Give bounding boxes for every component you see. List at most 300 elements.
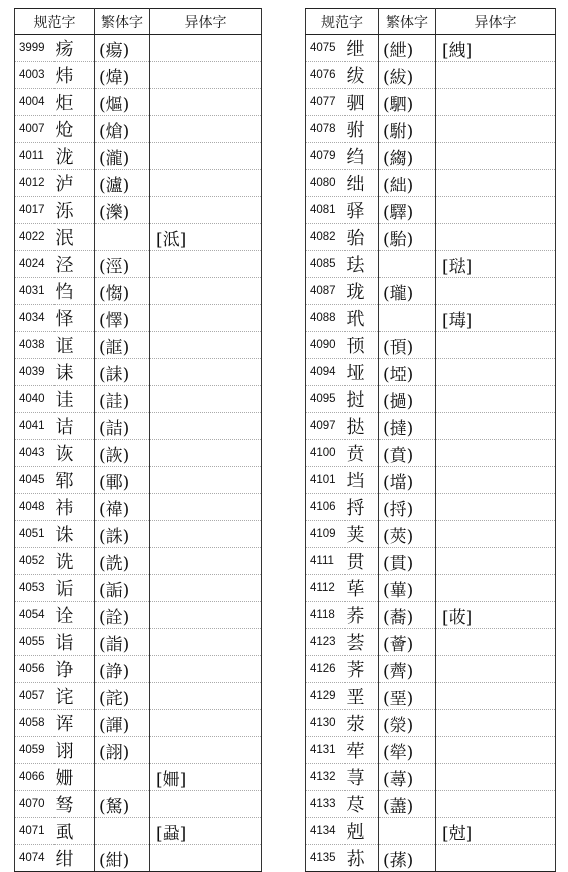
variant-char: [泜]	[150, 224, 262, 251]
variant-char	[436, 116, 556, 143]
variant-char: [姍]	[150, 764, 262, 791]
table-row	[15, 575, 262, 602]
char-number: 4080	[306, 170, 345, 197]
char-number: 4088	[306, 305, 345, 332]
variant-char	[436, 467, 556, 494]
standard-char: 垱	[345, 467, 379, 494]
table-row	[306, 332, 556, 359]
standard-char: 疡	[54, 35, 95, 62]
table-row	[306, 683, 556, 710]
variant-char	[436, 764, 556, 791]
standard-char: 捋	[345, 494, 379, 521]
traditional-char: (撾)	[379, 386, 436, 413]
traditional-char	[379, 251, 436, 278]
char-number: 4106	[306, 494, 345, 521]
table-row	[306, 305, 556, 332]
char-number: 4075	[306, 35, 345, 62]
table-row	[306, 440, 556, 467]
standard-char: 㤘	[54, 278, 95, 305]
char-number: 4079	[306, 143, 345, 170]
traditional-char: (懌)	[95, 305, 150, 332]
variant-char	[436, 413, 556, 440]
standard-char: 诖	[54, 386, 95, 413]
table-row	[15, 683, 262, 710]
standard-char: 诣	[54, 629, 95, 656]
variant-char	[436, 278, 556, 305]
traditional-char: (詡)	[95, 737, 150, 764]
standard-char: 诨	[54, 710, 95, 737]
standard-char: 炬	[54, 89, 95, 116]
standard-char: 诠	[54, 602, 95, 629]
standard-char: 挞	[345, 413, 379, 440]
variant-char	[436, 521, 556, 548]
traditional-char: (縐)	[379, 143, 436, 170]
char-number: 4131	[306, 737, 345, 764]
variant-char: [荍]	[436, 602, 556, 629]
traditional-char: (紺)	[95, 845, 150, 872]
variant-char	[150, 116, 262, 143]
table-row	[15, 521, 262, 548]
traditional-char: (誄)	[95, 359, 150, 386]
standard-char: 驿	[345, 197, 379, 224]
standard-char: 泷	[54, 143, 95, 170]
table-row	[15, 602, 262, 629]
standard-char: 诤	[54, 656, 95, 683]
traditional-char: (詣)	[95, 629, 150, 656]
char-number: 4052	[15, 548, 54, 575]
traditional-char: (誆)	[95, 332, 150, 359]
standard-char: 祎	[54, 494, 95, 521]
variant-char	[150, 845, 262, 872]
standard-char: 垭	[345, 359, 379, 386]
char-number: 4012	[15, 170, 54, 197]
standard-char: 荪	[345, 845, 379, 872]
traditional-char: (藎)	[379, 791, 436, 818]
variant-char	[150, 413, 262, 440]
table-row	[15, 116, 262, 143]
table-row	[15, 791, 262, 818]
char-number: 4031	[15, 278, 54, 305]
traditional-char: (瓏)	[379, 278, 436, 305]
variant-char	[150, 548, 262, 575]
standard-char: 荞	[345, 602, 379, 629]
table-row	[15, 197, 262, 224]
traditional-char: (瀘)	[95, 170, 150, 197]
table-row	[15, 764, 262, 791]
variant-char	[436, 683, 556, 710]
variant-char	[150, 170, 262, 197]
table-row	[15, 467, 262, 494]
char-number: 4133	[306, 791, 345, 818]
standard-char: 泾	[54, 251, 95, 278]
char-number: 4040	[15, 386, 54, 413]
traditional-char: (駙)	[379, 116, 436, 143]
variant-char	[436, 224, 556, 251]
traditional-char: (薈)	[379, 629, 436, 656]
traditional-char: (詿)	[95, 386, 150, 413]
variant-char: [琺]	[436, 251, 556, 278]
standard-char: 荦	[345, 737, 379, 764]
standard-char: 怿	[54, 305, 95, 332]
standard-char: 顸	[345, 332, 379, 359]
traditional-char: (諢)	[95, 710, 150, 737]
char-number: 4003	[15, 62, 54, 89]
traditional-char	[379, 305, 436, 332]
table-row	[306, 386, 556, 413]
traditional-char: (撻)	[379, 413, 436, 440]
traditional-char: (莢)	[379, 521, 436, 548]
traditional-char: (煒)	[95, 62, 150, 89]
table-row	[306, 791, 556, 818]
variant-char	[150, 737, 262, 764]
traditional-char: (蓽)	[379, 575, 436, 602]
char-number: 4097	[306, 413, 345, 440]
traditional-char: (詵)	[95, 548, 150, 575]
standard-char: 诧	[54, 683, 95, 710]
table-row	[306, 224, 556, 251]
table-row	[306, 143, 556, 170]
variant-char	[150, 278, 262, 305]
traditional-char: (犖)	[379, 737, 436, 764]
standard-char: 诟	[54, 575, 95, 602]
variant-char	[150, 386, 262, 413]
traditional-char: (埡)	[379, 359, 436, 386]
traditional-char: (濼)	[95, 197, 150, 224]
traditional-char: (堊)	[379, 683, 436, 710]
standard-char: 驽	[54, 791, 95, 818]
char-number: 4129	[306, 683, 345, 710]
table-row	[306, 656, 556, 683]
char-number: 4051	[15, 521, 54, 548]
variant-char	[150, 467, 262, 494]
variant-char	[150, 143, 262, 170]
table-row	[306, 629, 556, 656]
standard-char: 泯	[54, 224, 95, 251]
char-number: 4066	[15, 764, 54, 791]
char-number: 4024	[15, 251, 54, 278]
header-row	[15, 9, 262, 35]
variant-char	[436, 440, 556, 467]
standard-char: 荩	[345, 791, 379, 818]
standard-char: 剋	[345, 818, 379, 845]
char-number: 4011	[15, 143, 54, 170]
table-row	[15, 629, 262, 656]
char-number: 4087	[306, 278, 345, 305]
traditional-char: (頇)	[379, 332, 436, 359]
char-number: 4054	[15, 602, 54, 629]
standard-char: 荠	[345, 656, 379, 683]
standard-char: 垩	[345, 683, 379, 710]
traditional-char: (鄆)	[95, 467, 150, 494]
table-row	[306, 548, 556, 575]
char-number: 4007	[15, 116, 54, 143]
table-row	[306, 845, 556, 872]
standard-char: 诓	[54, 332, 95, 359]
table-row	[15, 35, 262, 62]
char-number: 4039	[15, 359, 54, 386]
traditional-char: (賁)	[379, 440, 436, 467]
standard-char: 荥	[345, 710, 379, 737]
character-table-left	[14, 8, 262, 872]
char-number: 4085	[306, 251, 345, 278]
variant-char	[436, 386, 556, 413]
table-row	[306, 710, 556, 737]
variant-char	[150, 359, 262, 386]
standard-char: 诘	[54, 413, 95, 440]
char-number: 4082	[306, 224, 345, 251]
traditional-char: (詼)	[95, 440, 150, 467]
char-number: 4038	[15, 332, 54, 359]
table-row	[15, 62, 262, 89]
char-number: 4094	[306, 359, 345, 386]
traditional-char: (貫)	[379, 548, 436, 575]
table-row	[306, 89, 556, 116]
char-number: 4059	[15, 737, 54, 764]
char-number: 4058	[15, 710, 54, 737]
standard-char: 绉	[345, 143, 379, 170]
variant-char	[436, 170, 556, 197]
table-row	[15, 359, 262, 386]
standard-char: 泺	[54, 197, 95, 224]
variant-char: [絏]	[436, 35, 556, 62]
variant-char	[150, 197, 262, 224]
char-number: 4123	[306, 629, 345, 656]
table-row	[15, 818, 262, 845]
standard-char: 贯	[345, 548, 379, 575]
variant-char	[150, 656, 262, 683]
table-row	[15, 332, 262, 359]
char-number: 4081	[306, 197, 345, 224]
table-row	[15, 656, 262, 683]
char-number: 4134	[306, 818, 345, 845]
standard-char: 诙	[54, 440, 95, 467]
variant-char: [尅]	[436, 818, 556, 845]
traditional-char: (紲)	[379, 35, 436, 62]
table-row	[15, 89, 262, 116]
variant-char	[436, 359, 556, 386]
header-standard: 规范字	[15, 9, 95, 35]
traditional-char: (蓀)	[379, 845, 436, 872]
variant-char	[436, 143, 556, 170]
variant-char: [蝨]	[150, 818, 262, 845]
char-number: 4112	[306, 575, 345, 602]
traditional-char: (瘍)	[95, 35, 150, 62]
variant-char	[436, 656, 556, 683]
standard-char: 贲	[345, 440, 379, 467]
variant-char	[436, 548, 556, 575]
table-row	[306, 764, 556, 791]
variant-char	[150, 89, 262, 116]
traditional-char: (薺)	[379, 656, 436, 683]
table-row	[306, 251, 556, 278]
table-row	[306, 818, 556, 845]
standard-char: 郓	[54, 467, 95, 494]
char-number: 4043	[15, 440, 54, 467]
variant-char	[436, 710, 556, 737]
traditional-char: (禕)	[95, 494, 150, 521]
char-number: 4077	[306, 89, 345, 116]
char-number: 4126	[306, 656, 345, 683]
traditional-char: (駑)	[95, 791, 150, 818]
traditional-char: (蕎)	[379, 602, 436, 629]
standard-char: 挝	[345, 386, 379, 413]
variant-char	[436, 62, 556, 89]
standard-char: 绁	[345, 35, 379, 62]
traditional-char: (詫)	[95, 683, 150, 710]
char-number: 4045	[15, 467, 54, 494]
traditional-char: (詮)	[95, 602, 150, 629]
header-row	[306, 9, 556, 35]
char-number: 4109	[306, 521, 345, 548]
traditional-char	[379, 818, 436, 845]
traditional-char: (紱)	[379, 62, 436, 89]
standard-char: 驷	[345, 89, 379, 116]
char-number: 4070	[15, 791, 54, 818]
table-row	[306, 35, 556, 62]
traditional-char: (詬)	[95, 575, 150, 602]
variant-char	[150, 494, 262, 521]
char-number: 4101	[306, 467, 345, 494]
traditional-char: (詰)	[95, 413, 150, 440]
traditional-char: (壋)	[379, 467, 436, 494]
variant-char	[150, 683, 262, 710]
character-table-right	[305, 8, 556, 872]
traditional-char: (瀧)	[95, 143, 150, 170]
variant-char	[436, 494, 556, 521]
variant-char	[436, 332, 556, 359]
char-number: 4095	[306, 386, 345, 413]
traditional-char: (駘)	[379, 224, 436, 251]
char-number: 4034	[15, 305, 54, 332]
traditional-char: (滎)	[379, 710, 436, 737]
traditional-char	[95, 764, 150, 791]
traditional-char: (涇)	[95, 251, 150, 278]
char-number: 4071	[15, 818, 54, 845]
char-number: 4130	[306, 710, 345, 737]
variant-char	[150, 602, 262, 629]
standard-char: 珐	[345, 251, 379, 278]
standard-char: 玳	[345, 305, 379, 332]
table-row	[306, 494, 556, 521]
variant-char	[436, 791, 556, 818]
variant-char	[150, 629, 262, 656]
char-number: 4074	[15, 845, 54, 872]
variant-char	[150, 62, 262, 89]
standard-char: 泸	[54, 170, 95, 197]
table-row	[15, 305, 262, 332]
standard-char: 驸	[345, 116, 379, 143]
variant-char	[150, 521, 262, 548]
table-row	[306, 197, 556, 224]
table-row	[306, 170, 556, 197]
char-number: 4118	[306, 602, 345, 629]
variant-char	[436, 845, 556, 872]
traditional-char	[95, 224, 150, 251]
table-row	[306, 467, 556, 494]
char-number: 3999	[15, 35, 54, 62]
traditional-char: (熗)	[95, 116, 150, 143]
standard-char: 珑	[345, 278, 379, 305]
standard-char: 炝	[54, 116, 95, 143]
table-row	[15, 440, 262, 467]
char-number: 4057	[15, 683, 54, 710]
variant-char	[436, 737, 556, 764]
char-number: 4111	[306, 548, 345, 575]
char-number: 4055	[15, 629, 54, 656]
table-row	[306, 575, 556, 602]
table-row	[15, 710, 262, 737]
table-row	[306, 521, 556, 548]
table-row	[15, 386, 262, 413]
table-row	[306, 359, 556, 386]
table-row	[306, 737, 556, 764]
variant-char	[436, 629, 556, 656]
table-row	[15, 737, 262, 764]
table-row	[306, 602, 556, 629]
traditional-char	[95, 818, 150, 845]
standard-char: 诔	[54, 359, 95, 386]
char-number: 4004	[15, 89, 54, 116]
char-number: 4132	[306, 764, 345, 791]
variant-char	[436, 89, 556, 116]
standard-char: 姗	[54, 764, 95, 791]
traditional-char: (捋)	[379, 494, 436, 521]
standard-char: 荚	[345, 521, 379, 548]
variant-char	[150, 710, 262, 737]
standard-char: 诜	[54, 548, 95, 575]
char-number: 4053	[15, 575, 54, 602]
standard-char: 诩	[54, 737, 95, 764]
header-standard: 规范字	[306, 9, 379, 35]
char-number: 4041	[15, 413, 54, 440]
variant-char	[150, 305, 262, 332]
traditional-char: (諍)	[95, 656, 150, 683]
variant-char	[150, 251, 262, 278]
standard-char: 绀	[54, 845, 95, 872]
header-traditional: 繁体字	[95, 9, 150, 35]
header-traditional: 繁体字	[379, 9, 436, 35]
char-number: 4135	[306, 845, 345, 872]
table-row	[15, 224, 262, 251]
standard-char: 荟	[345, 629, 379, 656]
variant-char	[150, 35, 262, 62]
standard-char: 绂	[345, 62, 379, 89]
char-number: 4017	[15, 197, 54, 224]
table-row	[306, 116, 556, 143]
char-number: 4100	[306, 440, 345, 467]
table-row	[306, 62, 556, 89]
table-row	[15, 170, 262, 197]
table-row	[15, 548, 262, 575]
char-number: 4056	[15, 656, 54, 683]
char-number: 4076	[306, 62, 345, 89]
standard-char: 荜	[345, 575, 379, 602]
table-row	[15, 143, 262, 170]
variant-char	[150, 440, 262, 467]
table-row	[306, 413, 556, 440]
char-number: 4048	[15, 494, 54, 521]
table-row	[15, 278, 262, 305]
traditional-char: (絀)	[379, 170, 436, 197]
traditional-char: (蕁)	[379, 764, 436, 791]
header-variant: 异体字	[436, 9, 556, 35]
table-row	[15, 845, 262, 872]
header-variant: 异体字	[150, 9, 262, 35]
table-row	[306, 278, 556, 305]
traditional-char: (誅)	[95, 521, 150, 548]
table-row	[15, 494, 262, 521]
standard-char: 骀	[345, 224, 379, 251]
